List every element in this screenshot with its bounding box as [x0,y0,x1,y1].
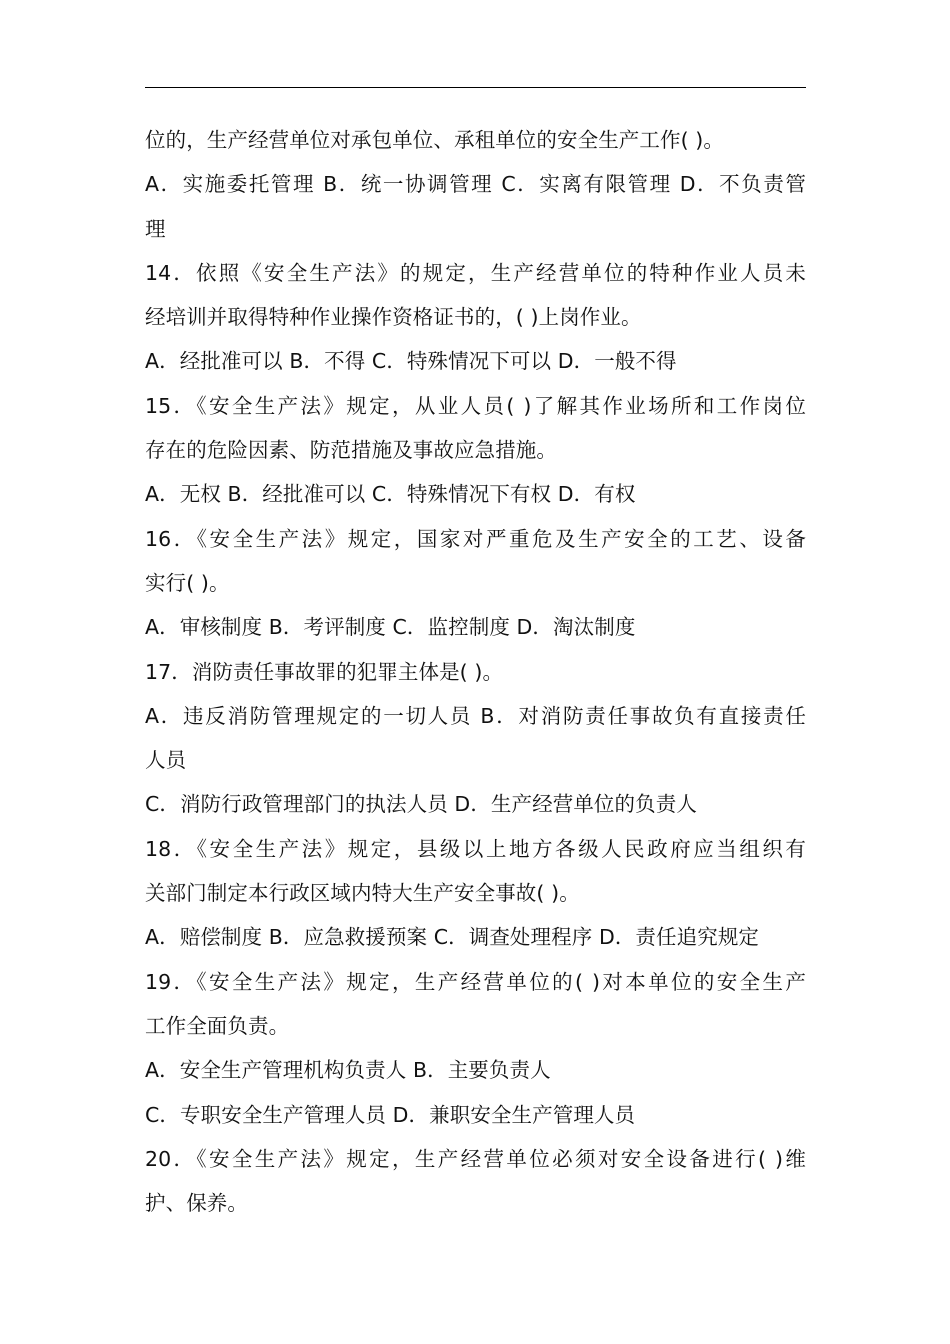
text-line: A．实施委托管理 B．统一协调管理 C．实离有限管理 D．不负责管 [145,172,806,197]
text-line: 15．《安全生产法》规定，从业人员( )了解其作业场所和工作岗位 [145,393,806,418]
text-line: A．经批准可以 B．不得 C．特殊情况下可以 D．一般不得 [145,349,677,374]
text-line: C．专职安全生产管理人员 D．兼职安全生产管理人员 [145,1102,636,1127]
text-line: 理 [145,216,166,241]
text-line: A．赔偿制度 B．应急救援预案 C．调查处理程序 D．责任追究规定 [145,925,760,950]
text-line: 存在的危险因素、防范措施及事故应急措施。 [145,438,557,463]
text-line: 19．《安全生产法》规定，生产经营单位的( )对本单位的安全生产 [145,969,806,994]
text-line: 20．《安全生产法》规定，生产经营单位必须对安全设备进行( )维 [145,1146,806,1171]
text-line: 17．消防责任事故罪的犯罪主体是( )。 [145,659,504,684]
text-line: 14．依照《安全生产法》的规定，生产经营单位的特种作业人员未 [145,260,806,285]
text-line: A．违反消防管理规定的一切人员 B．对消防责任事故负有直接责任 [145,703,806,728]
text-line: 关部门制定本行政区域内特大生产安全事故( )。 [145,881,580,906]
text-line: 工作全面负责。 [145,1013,290,1038]
text-line: 人员 [145,748,187,773]
text-line: 位的，生产经营单位对承包单位、承租单位的安全生产工作( )。 [145,128,725,152]
text-line: A．安全生产管理机构负责人 B．主要负责人 [145,1058,551,1083]
document-body [145,118,806,1225]
text-line: 经培训并取得特种作业操作资格证书的，( )上岗作业。 [145,305,642,330]
text-line: 16．《安全生产法》规定，国家对严重危及生产安全的工艺、设备 [145,526,806,551]
text-line: 护、保养。 [145,1191,248,1216]
text-line: A．无权 B．经批准可以 C．特殊情况下有权 D．有权 [145,482,636,507]
text-line: A．审核制度 B．考评制度 C．监控制度 D．淘汰制度 [145,615,636,640]
text-line: C．消防行政管理部门的执法人员 D．生产经营单位的负责人 [145,792,697,817]
text-line: 18．《安全生产法》规定，县级以上地方各级人民政府应当组织有 [145,836,806,861]
header-rule [145,87,806,88]
text-line: 实行( )。 [145,570,230,595]
